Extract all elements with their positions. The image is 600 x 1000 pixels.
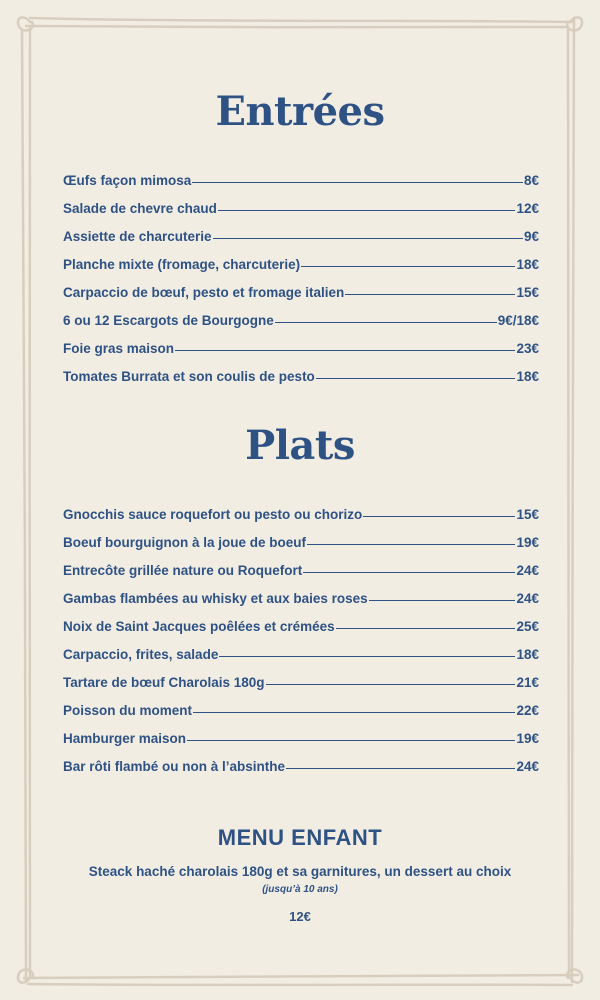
item-name: Œufs façon mimosa	[63, 173, 192, 188]
menu-item	[63, 522, 539, 550]
leader-line	[192, 182, 523, 183]
leader-line	[187, 740, 515, 741]
item-price: 24€	[516, 759, 539, 774]
leader-line	[275, 322, 497, 323]
leader-line	[345, 294, 515, 295]
item-price: 15€	[516, 285, 539, 300]
leader-line	[307, 544, 515, 545]
item-name: Gambas flambées au whisky et aux baies roses	[63, 591, 368, 606]
leader-line	[175, 350, 515, 351]
leader-line	[213, 238, 523, 239]
item-price: 22€	[516, 703, 539, 718]
menu-enfant-note: (jusqu’à 10 ans)	[262, 884, 338, 895]
item-name: Noix de Saint Jacques poêlées et crémées	[63, 619, 335, 634]
item-price: 15€	[516, 507, 539, 522]
leader-line	[193, 712, 515, 713]
item-name: Carpaccio, frites, salade	[63, 647, 219, 662]
item-price: 19€	[516, 731, 539, 746]
item-price: 24€	[516, 591, 539, 606]
item-name: 6 ou 12 Escargots de Bourgogne	[63, 313, 274, 328]
item-name: Foie gras maison	[63, 341, 175, 356]
item-name: Planche mixte (fromage, charcuterie)	[63, 257, 301, 272]
leader-line	[286, 768, 515, 769]
item-price: 18€	[516, 257, 539, 272]
item-price: 19€	[516, 535, 539, 550]
item-price: 9€	[523, 229, 539, 244]
menu-item	[63, 746, 539, 774]
item-price: 24€	[516, 563, 539, 578]
item-price: 9€/18€	[497, 313, 539, 328]
item-name: Bar rôti flambé ou non à l’absinthe	[63, 759, 286, 774]
menu-item	[63, 662, 539, 690]
menu-enfant-description: Steack haché charolais 180g et sa garnitures, un dessert au choix	[88, 864, 512, 879]
item-name: Boeuf bourguignon à la joue de boeuf	[63, 535, 306, 550]
leader-line	[218, 210, 516, 211]
item-name: Tomates Burrata et son coulis de pesto	[63, 369, 315, 384]
entrees-list	[63, 160, 539, 384]
leader-line	[301, 266, 515, 267]
leader-line	[266, 684, 516, 685]
item-name: Hamburger maison	[63, 731, 187, 746]
menu-item	[63, 690, 539, 718]
item-price: 21€	[516, 675, 539, 690]
menu-item	[63, 244, 539, 272]
item-name: Tartare de bœuf Charolais 180g	[63, 675, 265, 690]
leader-line	[303, 572, 515, 573]
menu-item	[63, 634, 539, 662]
item-name: Entrecôte grillée nature ou Roquefort	[63, 563, 303, 578]
item-price: 8€	[523, 173, 539, 188]
menu-item	[63, 272, 539, 300]
item-price: 18€	[516, 369, 539, 384]
leader-line	[316, 378, 516, 379]
menu-item	[63, 494, 539, 522]
leader-line	[219, 656, 515, 657]
menu-item	[63, 160, 539, 188]
menu-item	[63, 216, 539, 244]
plats-title: Plats	[245, 422, 355, 469]
item-name: Gnocchis sauce roquefort ou pesto ou chorizo	[63, 507, 363, 522]
menu-item	[63, 188, 539, 216]
item-price: 23€	[516, 341, 539, 356]
leader-line	[363, 516, 515, 517]
menu-item	[63, 328, 539, 356]
item-price: 25€	[516, 619, 539, 634]
entrees-title: Entrées	[215, 88, 385, 135]
menu-item	[63, 578, 539, 606]
menu-enfant-title: MENU ENFANT	[217, 825, 383, 850]
item-price: 18€	[516, 647, 539, 662]
menu-item	[63, 300, 539, 328]
leader-line	[336, 628, 516, 629]
menu-item	[63, 550, 539, 578]
menu-item	[63, 718, 539, 746]
menu-item	[63, 606, 539, 634]
item-name: Assiette de charcuterie	[63, 229, 212, 244]
menu-enfant-price: 12€	[289, 909, 311, 924]
menu-item	[63, 356, 539, 384]
plats-list	[63, 494, 539, 774]
item-name: Poisson du moment	[63, 703, 193, 718]
item-name: Carpaccio de bœuf, pesto et fromage italien	[63, 285, 345, 300]
leader-line	[369, 600, 516, 601]
item-name: Salade de chevre chaud	[63, 201, 217, 216]
item-price: 12€	[516, 201, 539, 216]
